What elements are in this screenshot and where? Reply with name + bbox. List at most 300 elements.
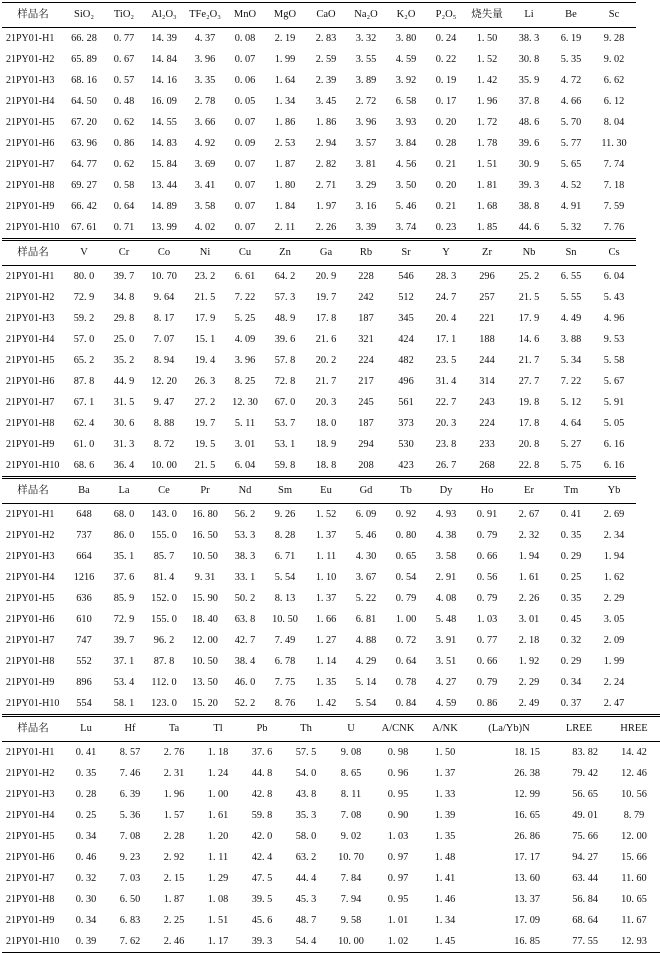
- value-cell: 3. 35: [194, 75, 216, 86]
- value-cell: 2. 94: [315, 138, 337, 149]
- value-cell: 228: [346, 266, 386, 288]
- value-cell: 7. 07: [153, 334, 175, 345]
- value-cell: 39. 6: [518, 138, 540, 149]
- value-cell: 85. 7: [153, 551, 175, 562]
- value-cell: 7. 49: [274, 635, 296, 646]
- value-cell: 0. 07: [234, 54, 256, 65]
- value-cell: 0. 20: [435, 180, 457, 191]
- value-cell: 9. 58: [340, 915, 362, 926]
- value-cell: 0. 84: [395, 698, 417, 709]
- value-cell: 1. 24: [207, 768, 229, 779]
- value-cell: 2. 91: [435, 572, 457, 583]
- value-cell: 15. 20: [192, 698, 218, 709]
- value-cell: 1. 08: [207, 894, 229, 905]
- value-cell: 31. 3: [113, 439, 135, 450]
- value-cell: 2. 76: [152, 742, 196, 764]
- value-cell: 5. 70: [560, 117, 582, 128]
- value-cell: 20. 3: [435, 418, 457, 429]
- value-cell: 12. 00: [621, 831, 647, 842]
- table-row: [2, 329, 636, 350]
- value-cell: 423: [398, 460, 414, 471]
- value-cell: 0. 07: [234, 180, 256, 191]
- value-cell: 30. 9: [518, 159, 540, 170]
- column-header: Tm: [550, 478, 592, 504]
- column-header: Co: [144, 240, 184, 266]
- value-cell: 1. 27: [315, 635, 337, 646]
- value-cell: 4. 59: [395, 54, 417, 65]
- value-cell: 0. 34: [75, 915, 97, 926]
- value-cell: 0. 62: [113, 117, 135, 128]
- value-cell: 1. 99: [274, 54, 296, 65]
- value-cell: 57. 0: [73, 334, 95, 345]
- value-cell: 16. 09: [151, 96, 177, 107]
- value-cell: 67. 0: [274, 397, 296, 408]
- table-header-row: [2, 478, 636, 504]
- value-cell: 1. 72: [476, 117, 498, 128]
- value-cell: 3. 55: [355, 54, 377, 65]
- sample-name-cell: 21PY01-H2: [6, 54, 55, 65]
- value-cell: 4. 29: [355, 656, 377, 667]
- table-row: [2, 630, 636, 651]
- value-cell: 1. 96: [476, 96, 498, 107]
- value-cell: 0. 07: [234, 201, 256, 212]
- value-cell: 12. 93: [608, 931, 660, 953]
- value-cell: 52. 2: [234, 698, 256, 709]
- value-cell: 0. 95: [387, 894, 409, 905]
- value-cell: 39. 7: [113, 635, 135, 646]
- value-cell: 0. 57: [113, 75, 135, 86]
- value-cell: 0. 08: [226, 28, 264, 50]
- value-cell: 61. 0: [73, 439, 95, 450]
- value-cell: 21. 6: [315, 334, 337, 345]
- value-cell: 224: [358, 355, 374, 366]
- value-cell: 3. 39: [355, 222, 377, 233]
- value-cell: 314: [479, 376, 495, 387]
- column-header: Tb: [386, 478, 426, 504]
- value-cell: 0. 71: [113, 222, 135, 233]
- value-cell: 4. 88: [355, 635, 377, 646]
- value-cell: 11. 60: [621, 873, 647, 884]
- value-cell: 187: [358, 313, 374, 324]
- value-cell: 14. 39: [144, 28, 184, 50]
- value-cell: 22. 7: [435, 397, 457, 408]
- value-cell: 2. 26: [518, 593, 540, 604]
- value-cell: 7. 08: [340, 810, 362, 821]
- table-row: [2, 154, 636, 175]
- value-cell: 0. 56: [476, 572, 498, 583]
- value-cell: 0. 79: [476, 593, 498, 604]
- value-cell: 512: [398, 292, 414, 303]
- value-cell: 5. 46: [355, 530, 377, 541]
- value-cell: 13. 44: [151, 180, 177, 191]
- sample-name-cell: 21PY01-H4: [6, 810, 55, 821]
- value-cell: 4. 08: [435, 593, 457, 604]
- value-cell: 18. 15: [468, 742, 550, 764]
- value-cell: 1. 52: [476, 54, 498, 65]
- column-header: Na₂O: [346, 3, 386, 28]
- value-cell: 9. 64: [153, 292, 175, 303]
- value-cell: 30. 8: [518, 54, 540, 65]
- value-cell: 42. 8: [251, 789, 273, 800]
- value-cell: 9. 26: [264, 504, 306, 526]
- value-cell: 3. 05: [603, 614, 625, 625]
- sample-name-cell: 21PY01-H9: [6, 915, 55, 926]
- value-cell: 1. 03: [476, 614, 498, 625]
- sample-name-cell: 21PY01-H3: [6, 789, 55, 800]
- value-cell: 6. 62: [603, 75, 625, 86]
- value-cell: 18. 40: [192, 614, 218, 625]
- value-cell: 29. 8: [113, 313, 135, 324]
- value-cell: 45. 6: [251, 915, 273, 926]
- table-row: [2, 266, 636, 288]
- value-cell: 31. 5: [113, 397, 135, 408]
- value-cell: 221: [479, 313, 495, 324]
- value-cell: 8. 72: [153, 439, 175, 450]
- value-cell: 6. 16: [603, 439, 625, 450]
- value-cell: 36. 4: [113, 460, 135, 471]
- value-cell: 6. 39: [119, 789, 141, 800]
- value-cell: 45. 3: [295, 894, 317, 905]
- value-cell: 21. 5: [194, 292, 216, 303]
- value-cell: 16. 80: [184, 504, 226, 526]
- value-cell: 2. 24: [603, 677, 625, 688]
- value-cell: 2. 72: [355, 96, 377, 107]
- value-cell: 10. 70: [144, 266, 184, 288]
- value-cell: 0. 22: [435, 54, 457, 65]
- value-cell: 0. 28: [435, 138, 457, 149]
- value-cell: 5. 48: [435, 614, 457, 625]
- value-cell: 1. 64: [274, 75, 296, 86]
- value-cell: 3. 80: [386, 28, 426, 50]
- value-cell: 87. 8: [153, 656, 175, 667]
- column-header: Ga: [306, 240, 346, 266]
- value-cell: 9. 47: [153, 397, 175, 408]
- column-header: 样品名: [2, 3, 64, 28]
- value-cell: 19. 7: [194, 418, 216, 429]
- column-header: Nd: [226, 478, 264, 504]
- value-cell: 14. 89: [151, 201, 177, 212]
- value-cell: 610: [76, 614, 92, 625]
- value-cell: 1. 00: [395, 614, 417, 625]
- value-cell: 1. 94: [518, 551, 540, 562]
- sample-name-cell: 21PY01-H10: [6, 460, 60, 471]
- column-header: Lu: [64, 716, 108, 742]
- column-header: Th: [284, 716, 328, 742]
- value-cell: 64. 2: [264, 266, 306, 288]
- value-cell: 4. 09: [234, 334, 256, 345]
- value-cell: 53. 1: [274, 439, 296, 450]
- value-cell: 1. 50: [466, 28, 508, 50]
- value-cell: 8. 17: [153, 313, 175, 324]
- table-row: [2, 847, 660, 868]
- value-cell: 34. 8: [113, 292, 135, 303]
- value-cell: 38. 4: [234, 656, 256, 667]
- value-cell: 1. 02: [374, 931, 422, 953]
- value-cell: 0. 95: [387, 789, 409, 800]
- value-cell: 7. 03: [119, 873, 141, 884]
- value-cell: 155. 0: [151, 614, 177, 625]
- column-header: Zn: [264, 240, 306, 266]
- value-cell: 63. 8: [234, 614, 256, 625]
- data-table-section-2: [2, 238, 636, 476]
- value-cell: 373: [398, 418, 414, 429]
- value-cell: 15. 66: [621, 852, 647, 863]
- value-cell: 0. 07: [234, 117, 256, 128]
- column-header: 烧失量: [466, 3, 508, 28]
- value-cell: 1. 10: [315, 572, 337, 583]
- value-cell: 5. 55: [560, 292, 582, 303]
- table-header-row: [2, 716, 660, 742]
- value-cell: 10. 50: [272, 614, 298, 625]
- value-cell: 1. 20: [207, 831, 229, 842]
- value-cell: 5. 05: [603, 418, 625, 429]
- value-cell: 1. 42: [476, 75, 498, 86]
- value-cell: 4. 49: [560, 313, 582, 324]
- value-cell: 0. 96: [387, 768, 409, 779]
- value-cell: 1. 33: [434, 789, 456, 800]
- value-cell: 3. 58: [435, 551, 457, 562]
- value-cell: 6. 04: [592, 266, 636, 288]
- value-cell: 26. 3: [194, 376, 216, 387]
- value-cell: 561: [398, 397, 414, 408]
- value-cell: 664: [76, 551, 92, 562]
- value-cell: 5. 25: [234, 313, 256, 324]
- table-row: [2, 609, 636, 630]
- value-cell: 0. 77: [476, 635, 498, 646]
- value-cell: 10. 50: [192, 551, 218, 562]
- value-cell: 50. 2: [234, 593, 256, 604]
- value-cell: 19. 8: [518, 397, 540, 408]
- value-cell: 37. 6: [113, 572, 135, 583]
- table-row: [2, 175, 636, 196]
- value-cell: 1. 35: [315, 677, 337, 688]
- value-cell: 1. 96: [163, 789, 185, 800]
- value-cell: 37. 6: [240, 742, 284, 764]
- value-cell: 3. 74: [395, 222, 417, 233]
- value-cell: 33. 1: [234, 572, 256, 583]
- value-cell: 5. 75: [560, 460, 582, 471]
- value-cell: 224: [479, 418, 495, 429]
- column-header: TFe₂O₃: [184, 3, 226, 28]
- value-cell: 87. 8: [73, 376, 95, 387]
- sample-name-cell: 21PY01-H9: [6, 439, 55, 450]
- value-cell: 1. 92: [518, 656, 540, 667]
- table-row: [2, 931, 660, 953]
- value-cell: 66. 42: [71, 201, 97, 212]
- value-cell: 5. 36: [119, 810, 141, 821]
- value-cell: 648: [64, 504, 104, 526]
- value-cell: 143. 0: [144, 504, 184, 526]
- value-cell: 2. 67: [508, 504, 550, 526]
- geochemistry-table: [2, 2, 648, 953]
- value-cell: 57. 8: [274, 355, 296, 366]
- value-cell: 42. 0: [251, 831, 273, 842]
- value-cell: 0. 79: [476, 530, 498, 541]
- value-cell: 5. 77: [560, 138, 582, 149]
- value-cell: 48. 6: [518, 117, 540, 128]
- value-cell: 39. 7: [104, 266, 144, 288]
- value-cell: 17. 17: [514, 852, 540, 863]
- value-cell: 2. 78: [194, 96, 216, 107]
- column-header: Tl: [196, 716, 240, 742]
- value-cell: 7. 18: [603, 180, 625, 191]
- value-cell: 1. 62: [603, 572, 625, 583]
- sample-name-cell: 21PY01-H10: [6, 222, 60, 233]
- value-cell: 63. 44: [572, 873, 598, 884]
- value-cell: 79. 42: [572, 768, 598, 779]
- value-cell: 0. 35: [560, 530, 582, 541]
- table-header-row: [2, 240, 636, 266]
- table-row: [2, 826, 660, 847]
- value-cell: 26. 38: [514, 768, 540, 779]
- value-cell: 28. 3: [426, 266, 466, 288]
- value-cell: 4. 64: [560, 418, 582, 429]
- value-cell: 3. 69: [194, 159, 216, 170]
- value-cell: 21. 7: [518, 355, 540, 366]
- value-cell: 0. 20: [435, 117, 457, 128]
- column-header: P₂O₅: [426, 3, 466, 28]
- table-row: [2, 287, 636, 308]
- value-cell: 35. 2: [113, 355, 135, 366]
- value-cell: 17. 1: [435, 334, 457, 345]
- value-cell: 1. 17: [196, 931, 240, 953]
- value-cell: 0. 72: [395, 635, 417, 646]
- value-cell: 63. 96: [71, 138, 97, 149]
- value-cell: 35. 3: [295, 810, 317, 821]
- value-cell: 22. 8: [518, 460, 540, 471]
- value-cell: 3. 96: [234, 355, 256, 366]
- sample-name-cell: 21PY01-H7: [6, 159, 55, 170]
- value-cell: 94. 27: [572, 852, 598, 863]
- value-cell: 424: [398, 334, 414, 345]
- value-cell: 0. 05: [234, 96, 256, 107]
- value-cell: 67. 20: [71, 117, 97, 128]
- value-cell: 0. 32: [75, 873, 97, 884]
- value-cell: 14. 83: [151, 138, 177, 149]
- value-cell: 2. 18: [518, 635, 540, 646]
- table-row: [2, 112, 636, 133]
- value-cell: 20. 3: [315, 397, 337, 408]
- value-cell: 56. 65: [572, 789, 598, 800]
- value-cell: 2. 29: [518, 677, 540, 688]
- table-row: [2, 546, 636, 567]
- value-cell: 17. 9: [194, 313, 216, 324]
- value-cell: 3. 67: [355, 572, 377, 583]
- value-cell: 0. 23: [435, 222, 457, 233]
- value-cell: 13. 60: [514, 873, 540, 884]
- value-cell: 21. 7: [315, 376, 337, 387]
- value-cell: 1. 52: [306, 504, 346, 526]
- value-cell: 38. 3: [234, 551, 256, 562]
- table-row: [2, 434, 636, 455]
- sample-name-cell: 21PY01-H9: [6, 677, 55, 688]
- value-cell: 4. 27: [435, 677, 457, 688]
- value-cell: 39. 3: [240, 931, 284, 953]
- value-cell: 13. 99: [151, 222, 177, 233]
- value-cell: 23. 2: [184, 266, 226, 288]
- value-cell: 0. 92: [386, 504, 426, 526]
- value-cell: 0. 86: [113, 138, 135, 149]
- column-header: Ce: [144, 478, 184, 504]
- value-cell: 21. 5: [194, 460, 216, 471]
- value-cell: 3. 89: [355, 75, 377, 86]
- sample-name-cell: 21PY01-H10: [6, 698, 60, 709]
- column-header: Rb: [346, 240, 386, 266]
- value-cell: 4. 52: [560, 180, 582, 191]
- value-cell: 294: [358, 439, 374, 450]
- value-cell: 0. 64: [113, 201, 135, 212]
- value-cell: 0. 80: [395, 530, 417, 541]
- value-cell: 5. 54: [355, 698, 377, 709]
- value-cell: 123. 0: [151, 698, 177, 709]
- value-cell: 38. 3: [508, 28, 550, 50]
- value-cell: 67. 1: [73, 397, 95, 408]
- value-cell: 20. 4: [435, 313, 457, 324]
- sample-name-cell: 21PY01-H4: [6, 334, 55, 345]
- value-cell: 54. 4: [284, 931, 328, 953]
- value-cell: 554: [76, 698, 92, 709]
- value-cell: 3. 50: [395, 180, 417, 191]
- value-cell: 19. 7: [315, 292, 337, 303]
- sample-name-cell: 21PY01-H1: [2, 504, 64, 526]
- column-header: MnO: [226, 3, 264, 28]
- value-cell: 3. 57: [355, 138, 377, 149]
- value-cell: 1. 35: [434, 831, 456, 842]
- sample-name-cell: 21PY01-H4: [6, 96, 55, 107]
- value-cell: 1. 81: [476, 180, 498, 191]
- value-cell: 636: [76, 593, 92, 604]
- value-cell: 2. 53: [274, 138, 296, 149]
- value-cell: 37. 8: [518, 96, 540, 107]
- value-cell: 9. 31: [194, 572, 216, 583]
- value-cell: 2. 82: [315, 159, 337, 170]
- value-cell: 5. 58: [603, 355, 625, 366]
- value-cell: 3. 45: [315, 96, 337, 107]
- value-cell: 3. 84: [395, 138, 417, 149]
- sample-name-cell: 21PY01-H5: [6, 355, 55, 366]
- value-cell: 8. 04: [603, 117, 625, 128]
- sample-name-cell: 21PY01-H2: [6, 768, 55, 779]
- value-cell: 21. 5: [518, 292, 540, 303]
- column-header: Er: [508, 478, 550, 504]
- value-cell: 80. 0: [64, 266, 104, 288]
- value-cell: 17. 8: [518, 418, 540, 429]
- value-cell: 64. 77: [71, 159, 97, 170]
- value-cell: 12. 00: [192, 635, 218, 646]
- value-cell: 0. 98: [374, 742, 422, 764]
- sample-name-cell: 21PY01-H2: [6, 292, 55, 303]
- value-cell: 3. 96: [355, 117, 377, 128]
- table-row: [2, 49, 636, 70]
- value-cell: 44. 8: [251, 768, 273, 779]
- value-cell: 37. 1: [113, 656, 135, 667]
- value-cell: 0. 07: [234, 159, 256, 170]
- value-cell: 14. 6: [518, 334, 540, 345]
- value-cell: 1. 11: [207, 852, 229, 863]
- value-cell: 1. 97: [315, 201, 337, 212]
- value-cell: 4. 37: [184, 28, 226, 50]
- data-table-section-1: [2, 2, 636, 238]
- value-cell: 296: [466, 266, 508, 288]
- column-header: Cs: [592, 240, 636, 266]
- value-cell: 747: [76, 635, 92, 646]
- sample-name-cell: 21PY01-H4: [6, 572, 55, 583]
- value-cell: 1. 45: [422, 931, 468, 953]
- value-cell: 66. 28: [64, 28, 104, 50]
- value-cell: 2. 34: [603, 530, 625, 541]
- value-cell: 1. 85: [476, 222, 498, 233]
- value-cell: 9. 08: [328, 742, 374, 764]
